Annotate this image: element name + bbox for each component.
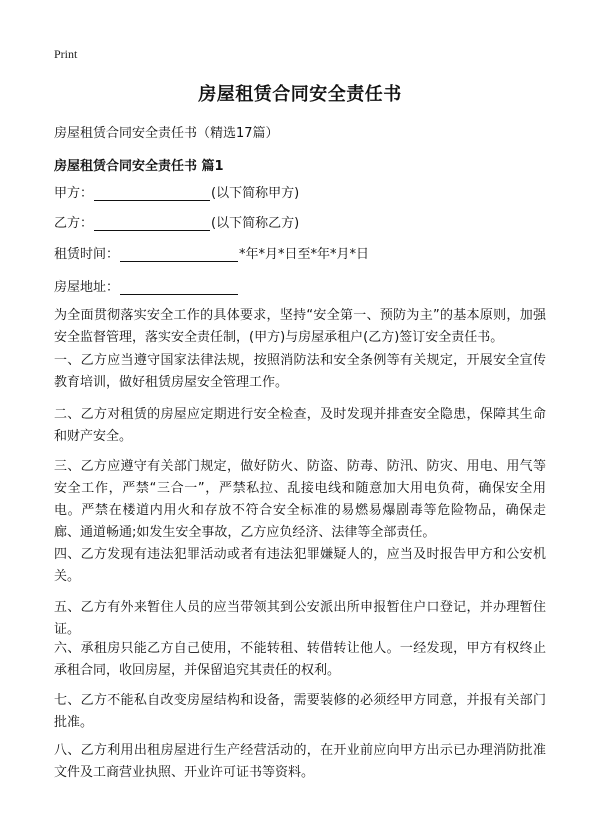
field-party-a <box>54 182 299 201</box>
paragraph-clause-4: 四、乙方发现有违法犯罪活动或者有违法犯罪嫌疑人的，应当及时报告甲方和公安机关。 <box>54 547 546 584</box>
paragraph-clause-2: 二、乙方对租赁的房屋应定期进行安全检查，及时发现并排查安全隐患，保障其生命和财产安全。 <box>54 407 546 444</box>
paragraph-clause-8: 八、乙方利用出租房屋进行生产经营活动的，在开业前应向甲方出示已办理消防批准文件及工商营业执照、开业许可证书等资料。 <box>54 743 546 780</box>
field-label-address: 房屋地址： <box>54 280 120 295</box>
field-suffix-lease-time: *年*月*日至*年*月*日 <box>239 247 370 262</box>
blank-line-party-a <box>94 186 210 201</box>
paragraph-clause-5: 五、乙方有外来暂住人员的应当带领其到公安派出所申报暂住户口登记，并办理暂住证。 <box>54 600 546 637</box>
field-label-lease-time: 租赁时间： <box>54 247 120 262</box>
field-label-party-b: 乙方： <box>54 216 94 231</box>
print-label: Print <box>54 47 78 61</box>
paragraph-clause-3: 三、乙方应遵守有关部门规定，做好防火、防盗、防毒、防汛、防灾、用电、用气等安全工作，严禁“三合一”，严禁私拉、乱接电线和随意加大用电负荷，确保安全用电。严禁在楼道内用火和存放不符合安全标准的易燃易爆剧毒等危险物品，确保走廊、通道畅通;如发生安全事故，乙方应负经济、法律等全部责任。 <box>54 459 546 540</box>
field-lease-time <box>54 243 369 262</box>
field-suffix-party-b: (以下简称乙方) <box>211 216 300 231</box>
field-label-party-a: 甲方： <box>54 186 94 201</box>
section-heading: 房屋租赁合同安全责任书 篇1 <box>54 159 224 174</box>
field-address <box>54 276 239 295</box>
blank-line-address <box>120 280 238 295</box>
paragraph-clause-6: 六、承租房只能乙方自己使用，不能转租、转借转让他人。一经发现，甲方有权终止承租合同，收回房屋，并保留追究其责任的权利。 <box>54 641 546 678</box>
paragraph-clause-1: 一、乙方应当遵守国家法律法规，按照消防法和安全条例等有关规定，开展安全宣传教育培训，做好租赁房屋安全管理工作。 <box>54 353 546 390</box>
blank-line-party-b <box>94 216 210 231</box>
field-party-b <box>54 212 299 231</box>
document-subtitle: 房屋租赁合同安全责任书（精选17篇） <box>54 126 279 141</box>
document-title: 房屋租赁合同安全责任书 <box>198 84 402 105</box>
field-suffix-party-a: (以下简称甲方) <box>211 186 300 201</box>
paragraph-intro: 为全面贯彻落实安全工作的具体要求，坚持“安全第一、预防为主”的基本原则，加强安全监督管理，落实安全责任制，(甲方)与房屋承租户(乙方)签订安全责任书。 <box>54 308 546 345</box>
paragraph-clause-7: 七、乙方不能私自改变房屋结构和设备，需要装修的必须经甲方同意，并报有关部门批准。 <box>54 693 546 730</box>
blank-line-lease-time <box>120 247 238 262</box>
